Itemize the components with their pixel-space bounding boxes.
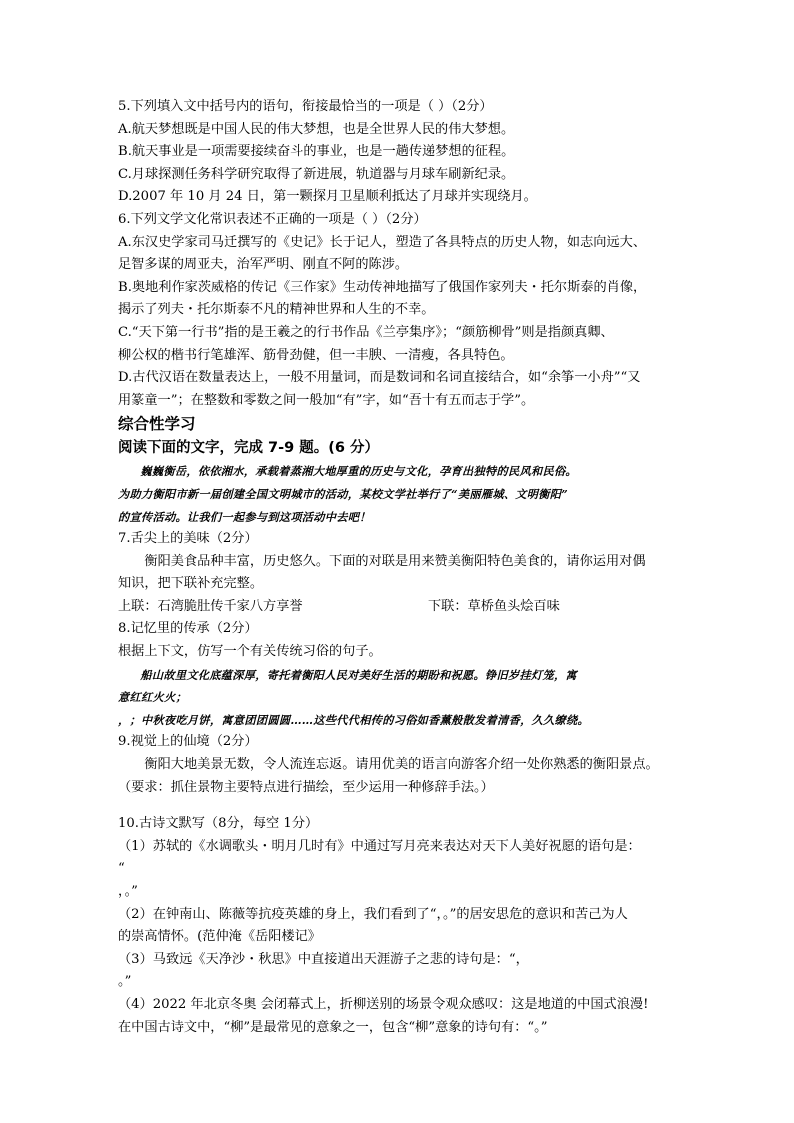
q8-script-line3: ，；中秋夜吃月饼，寓意团团圆圆……这些代代相传的习俗如香薰般散发着清香，久久缭绕。 — [118, 712, 589, 727]
q6-option-d-line1: D.古代汉语在数量表达上，一般不用量词，而是数词和名词直接结合，如“余筝一小舟”“又 — [118, 370, 641, 386]
q10-part4-line1: （4）2022 年北京冬奥 会闭幕式上，折柳送别的场景令观众感叹：这是地道的中国式浪漫! — [118, 996, 649, 1012]
spacer — [118, 799, 688, 813]
q6-option-c-line1: C.“天下第一行书”指的是王羲之的行书作品《兰亭集序》；“颜筋柳骨”则是指颜真卿、 — [118, 324, 614, 340]
q6-option-d-line2: 用篆童一”；在整数和零数之间一般加“有”字，如“吾十有五而志于学”。 — [118, 392, 535, 408]
q7-body-line2: 知识，把下联补充完整。 — [118, 576, 264, 592]
couplet-upper: 上联：石湾脆肚传千家八方享誉 — [118, 598, 303, 614]
q10-part1-line3: ，。” — [118, 884, 138, 899]
q6-option-a-line1: A.东汉史学家司马迁撰写的《史记》长于记人，塑造了各具特点的历史人物，如志向远大、 — [118, 234, 647, 250]
intro-line1: 巍巍衡岳，依依湘水，承载着蒸湘大地厚重的历史与文化，孕育出独特的民风和民俗。 — [140, 464, 577, 479]
q6-option-c-line2: 柳公权的楷书行笔雄浑、筋骨劲健，但一丰腴、一清瘦，各具特色。 — [118, 347, 514, 363]
q9-body-line1: 衡阳大地美景无数，令人流连忘返。请用优美的语言向游客介绍一处你熟悉的衡阳景点。 — [144, 757, 659, 773]
q6-option-b-line2: 揭示了列夫・托尔斯泰不凡的精神世界和人生的不幸。 — [118, 302, 435, 318]
q7-body-line1: 衡阳美食品种丰富，历史悠久。下面的对联是用来赞美衡阳特色美食的，请你运用对偶 — [144, 553, 646, 569]
q10-part2-line1: （2）在钟南山、陈薇等抗疫英雄的身上，我们看到了“，。”的居安思危的意识和苦己为人 — [118, 906, 628, 922]
q10-part4-line2: 在中国古诗文中，“柳”是最常见的意象之一，包含“柳”意象的诗句有：“。” — [118, 1019, 548, 1035]
q10-part1-line2: “ — [118, 861, 125, 877]
intro-line2: 为助力衡阳市新一届创建全国文明城市的活动，某校文学社举行了“美丽雁城、文明衡阳” — [118, 486, 568, 501]
q7-couplet — [118, 596, 688, 619]
section-title: 综合性学习 — [118, 415, 196, 434]
q5-stem: 5.下列填入文中括号内的语句，衔接最恰当的一项是（ ）（2分） — [118, 99, 493, 114]
q5-option-d: D.2007 年 10 月 24 日，第一颗探月卫星顺利抵达了月球并实现绕月。 — [118, 189, 537, 205]
couplet-lower: 下联：草桥鱼头烩百味 — [428, 598, 560, 614]
q10-part1-line1: （1）苏轼的《水调歌头・明月几时有》中通过写月亮来表达对天下人美好祝愿的语句是： — [118, 838, 641, 854]
q9-title: 9.视觉上的仙境（2分） — [118, 734, 258, 750]
q8-title: 8.记忆里的传承（2分） — [118, 621, 258, 637]
q8-script-line1: 船山故里文化底蕴深厚，寄托着衡阳人民对美好生活的期盼和祝愿。铮旧岁挂灯笼，寓 — [140, 667, 577, 682]
q10-part3-line1: （3）马致远《天净沙・秋思》中直接道出天涯游子之悲的诗句是：“， — [118, 951, 529, 967]
q10-part2-line2: 的崇高情怀。(范仲淹《岳阳楼记》 — [118, 929, 321, 945]
q8-script-line2: 意红红火火； — [118, 690, 187, 705]
q10-part3-line2: 。” — [118, 974, 132, 990]
q6-option-a-line2: 足智多谋的周亚夫，治军严明、刚直不阿的陈涉。 — [118, 257, 409, 273]
section-instruction: 阅读下面的文字，完成 7-9 题。(6 分） — [118, 440, 380, 457]
q5-option-b: B.航天事业是一项需要接续奋斗的事业，也是一趟传递梦想的征程。 — [118, 144, 515, 160]
q8-body: 根据上下文，仿写一个有关传统习俗的句子。 — [118, 644, 382, 660]
q5-option-a: A.航天梦想既是中国人民的伟大梦想，也是全世界人民的伟大梦想。 — [118, 121, 515, 137]
q5-option-c: C.月球探测任务科学研究取得了新进展，轨道器与月球车刷新纪录。 — [118, 166, 515, 182]
q10-title: 10.古诗文默写（8分，每空 1分） — [118, 816, 319, 832]
q9-body-line2: （要求：抓住景物主要特点进行描绘，至少运用一种修辞手法。） — [118, 779, 494, 795]
q6-stem: 6.下列文学文化常识表述不正确的一项是（ ）（2分） — [118, 211, 427, 227]
q6-option-b-line1: B.奥地利作家茨威格的传记《三作家》生动传神地描写了俄国作家列夫・托尔斯泰的肖像， — [118, 279, 647, 295]
intro-line3: 的宣传活动。让我们一起参与到这项活动中去吧！ — [118, 509, 371, 524]
exam-page — [118, 96, 688, 1039]
q7-title: 7.舌尖上的美味（2分） — [118, 531, 258, 547]
